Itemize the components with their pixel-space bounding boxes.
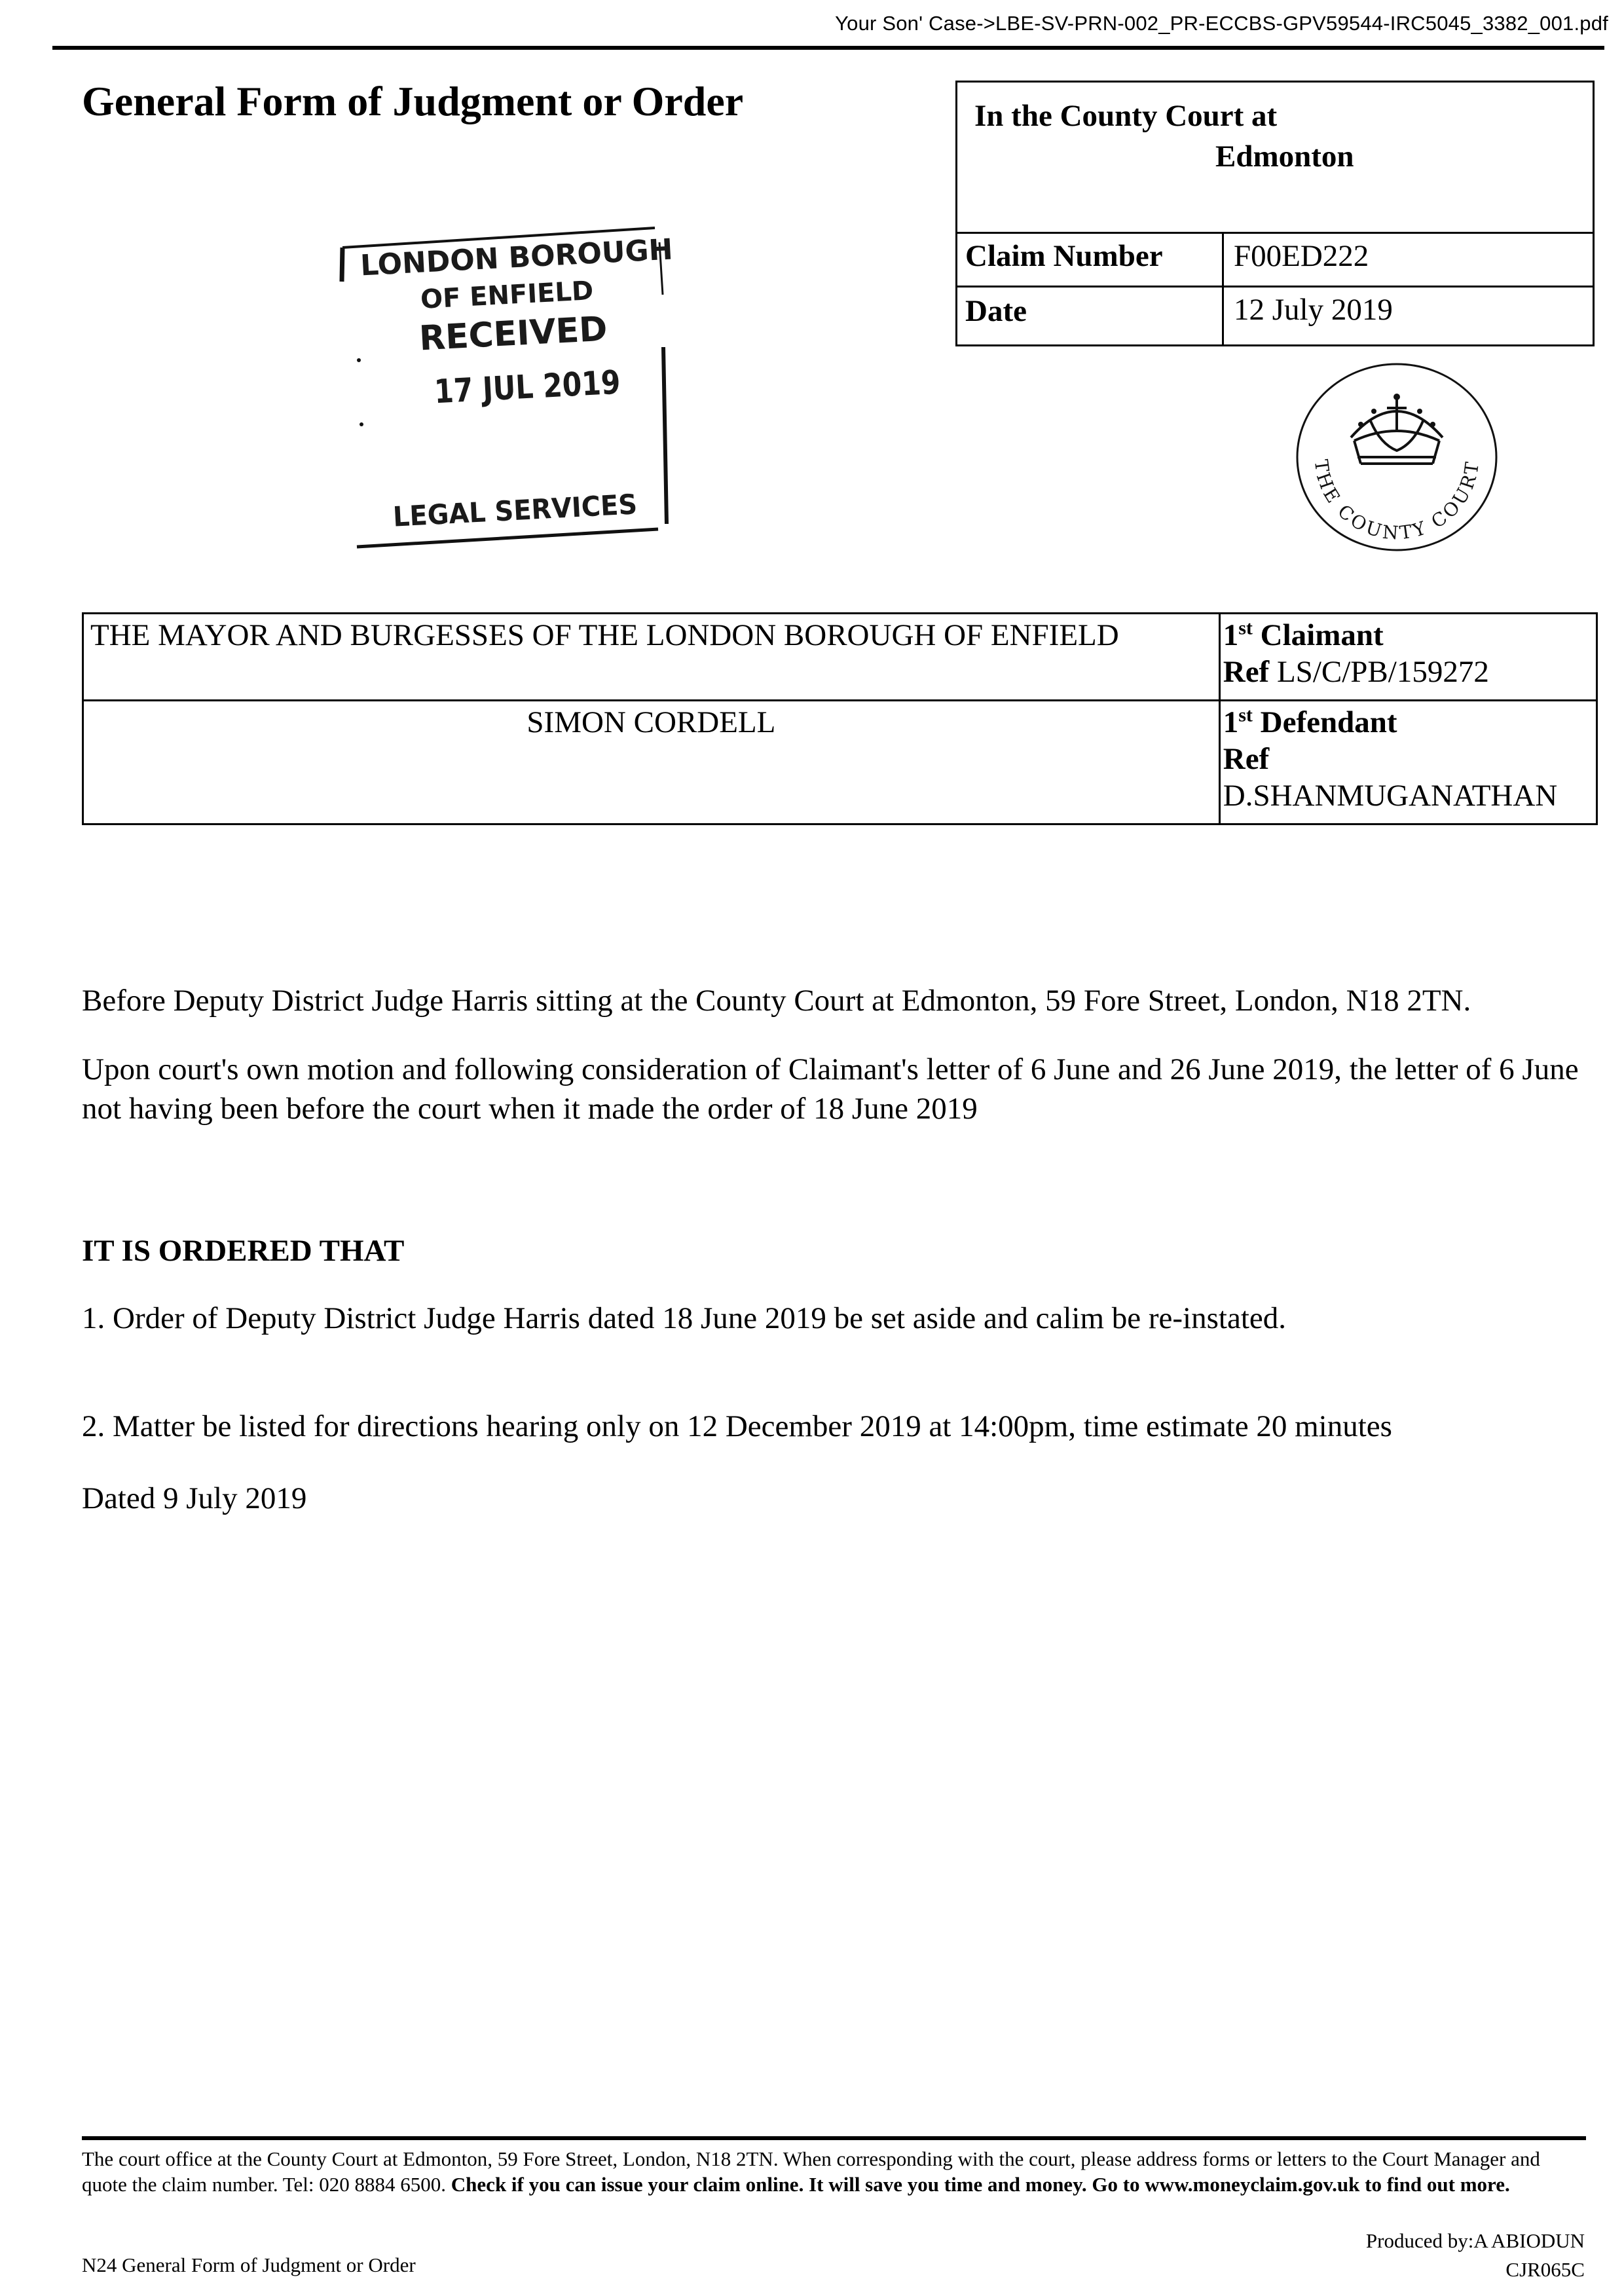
form-title: General Form of Judgment or Order	[82, 78, 744, 124]
court-name: Edmonton	[1215, 139, 1354, 174]
footer-notice	[82, 2146, 1588, 2197]
claimant-role-cell	[1219, 614, 1596, 701]
dated-line: Dated 9 July 2019	[82, 1481, 307, 1515]
ordered-heading: IT IS ORDERED THAT	[82, 1234, 405, 1268]
court-label-line1: In the County Court at	[974, 99, 1278, 133]
upon-motion-paragraph: Upon court's own motion and following consideration of Claimant's letter of 6 June and 26 June 2019, the letter of 6 June not having been before the court when it made the order of 18 June 2019	[82, 1052, 1579, 1126]
date-value: 12 July 2019	[1234, 293, 1393, 327]
footer-rule	[82, 2136, 1586, 2140]
crown-icon	[1289, 359, 1505, 562]
footer-form-name: N24 General Form of Judgment or Order	[82, 2253, 416, 2276]
date-label: Date	[965, 294, 1027, 328]
claim-number-label: Claim Number	[965, 239, 1163, 273]
court-label	[974, 96, 1354, 177]
claimant-role: 1st Claimant	[1223, 617, 1384, 652]
produced-by-block	[1366, 2227, 1585, 2284]
header-rule	[52, 46, 1604, 50]
stamp-line-enfield: OF ENFIELD	[419, 276, 595, 315]
stamp-line-date: 17 JUL 2019	[433, 363, 621, 411]
claim-number-value: F00ED222	[1234, 239, 1369, 273]
defendant-role-cell	[1219, 701, 1596, 824]
defendant-name: SIMON CORDELL	[526, 705, 776, 739]
defendant-name-cell	[83, 701, 1220, 824]
stamp-line-received: RECEIVED	[418, 309, 608, 359]
court-info-box	[955, 81, 1595, 346]
form-code: CJR065C	[1505, 2258, 1585, 2281]
court-box-divider	[957, 232, 1593, 234]
order-item-1: 1. Order of Deputy District Judge Harris dated 18 June 2019 be set aside and calim be re-instated.	[82, 1301, 1286, 1335]
before-judge-paragraph: Before Deputy District Judge Harris sitting at the County Court at Edmonton, 59 Fore Street, London, N18 2TN.	[82, 984, 1471, 1018]
received-stamp	[327, 216, 694, 557]
produced-by: Produced by:A ABIODUN	[1365, 2229, 1585, 2252]
claimant-name-cell	[83, 614, 1220, 701]
footer-office-text: The court office at the County Court at Edmonton, 59 Fore Street, London, N18 2TN. When corresponding with the court, please address forms or letters to the Court Manager and quote the claim number. Tel: 020 8884 6500.	[82, 2147, 1540, 2196]
court-box-column-divider	[1222, 232, 1224, 344]
court-box-divider	[957, 286, 1593, 287]
stamp-line-legal-services: LEGAL SERVICES	[392, 488, 638, 533]
order-item-2: 2. Matter be listed for directions hearing only on 12 December 2019 at 14:00pm, time estimate 20 minutes	[82, 1409, 1392, 1443]
defendant-ref-label: Ref	[1223, 742, 1270, 776]
claimant-ref: Ref LS/C/PB/159272	[1223, 655, 1489, 689]
stamp-line-borough: LONDON BOROUGH	[359, 232, 674, 283]
table-row	[83, 614, 1597, 701]
parties-table	[82, 612, 1598, 825]
table-row	[83, 701, 1597, 824]
county-court-seal	[1289, 359, 1505, 562]
defendant-ref: D.SHANMUGANATHAN	[1223, 779, 1558, 813]
claimant-name: THE MAYOR AND BURGESSES OF THE LONDON BOROUGH OF ENFIELD	[90, 618, 1119, 652]
footer-online-text: Check if you can issue your claim online. It will save you time and money. Go to www.moneyclaim.gov.uk to find out more.	[451, 2173, 1510, 2196]
defendant-role: 1st Defendant	[1223, 704, 1397, 739]
document-file-path: Your Son' Case->LBE-SV-PRN-002_PR-ECCBS-GPV59544-IRC5045_3382_001.pdf	[835, 12, 1608, 35]
seal-text: THE COUNTY COURT	[1310, 458, 1484, 544]
